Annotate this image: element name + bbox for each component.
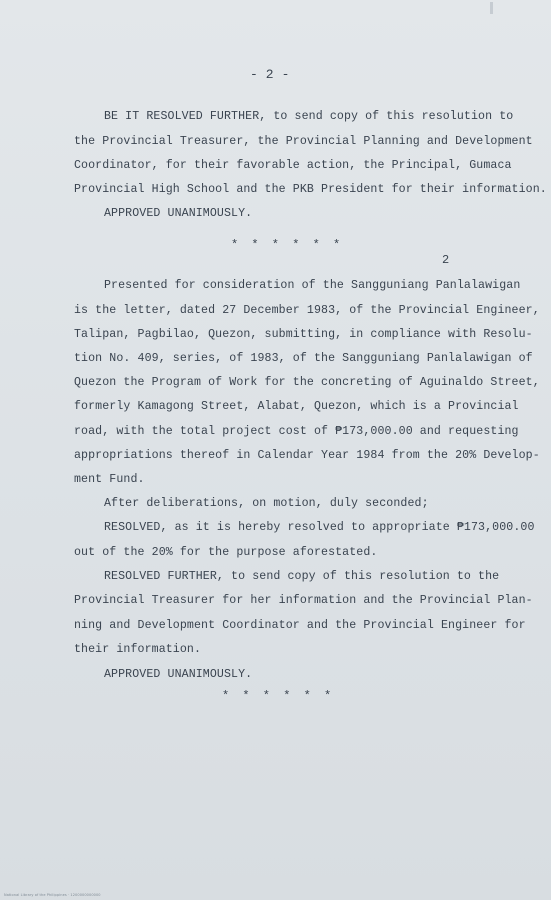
text-line: Presented for consideration of the Sangguniang Panlalawigan [104, 279, 521, 292]
text-line: road, with the total project cost of ₱173,000.00 and requesting [74, 425, 519, 438]
text-line: BE IT RESOLVED FURTHER, to send copy of this resolution to [104, 110, 514, 123]
text-line: APPROVED UNANIMOUSLY. [104, 207, 253, 220]
text-line: After deliberations, on motion, duly seconded; [104, 497, 429, 510]
text-line: APPROVED UNANIMOUSLY. [104, 668, 253, 681]
separator-stars: * * * * * * [231, 238, 344, 252]
text-line: appropriations thereof in Calendar Year 1984 from the 20% Develop- [74, 449, 540, 462]
text-line: the Provincial Treasurer, the Provincial Planning and Development [74, 135, 533, 148]
page-number: - 2 - [250, 67, 290, 82]
text-line: is the letter, dated 27 December 1983, of the Provincial Engineer, [74, 304, 540, 317]
text-line: RESOLVED FURTHER, to send copy of this resolution to the [104, 570, 500, 583]
text-line: Quezon the Program of Work for the concreting of Aguinaldo Street, [74, 376, 540, 389]
text-line: Provincial Treasurer for her information and the Provincial Plan- [74, 594, 533, 607]
text-line: ment Fund. [74, 473, 145, 486]
text-line: Coordinator, for their favorable action, the Principal, Gumaca [74, 159, 512, 172]
text-line: tion No. 409, series, of 1983, of the Sangguniang Panlalawigan of [74, 352, 533, 365]
text-line: out of the 20% for the purpose aforestated. [74, 546, 378, 559]
separator-stars: * * * * * * [222, 689, 335, 703]
text-line: RESOLVED, as it is hereby resolved to appropriate ₱173,000.00 [104, 521, 535, 534]
text-line: their information. [74, 643, 202, 656]
text-line: ning and Development Coordinator and the Provincial Engineer for [74, 619, 526, 632]
item-number: 2 [442, 253, 450, 267]
text-line: Talipan, Pagbilao, Quezon, submitting, in compliance with Resolu- [74, 328, 533, 341]
text-line: Provincial High School and the PKB President for their information. [74, 183, 547, 196]
scan-mark [490, 2, 493, 14]
text-line: formerly Kamagong Street, Alabat, Quezon, which is a Provincial [74, 400, 519, 413]
archive-footer: National Library of the Philippines · 1200000000000 [4, 893, 101, 897]
